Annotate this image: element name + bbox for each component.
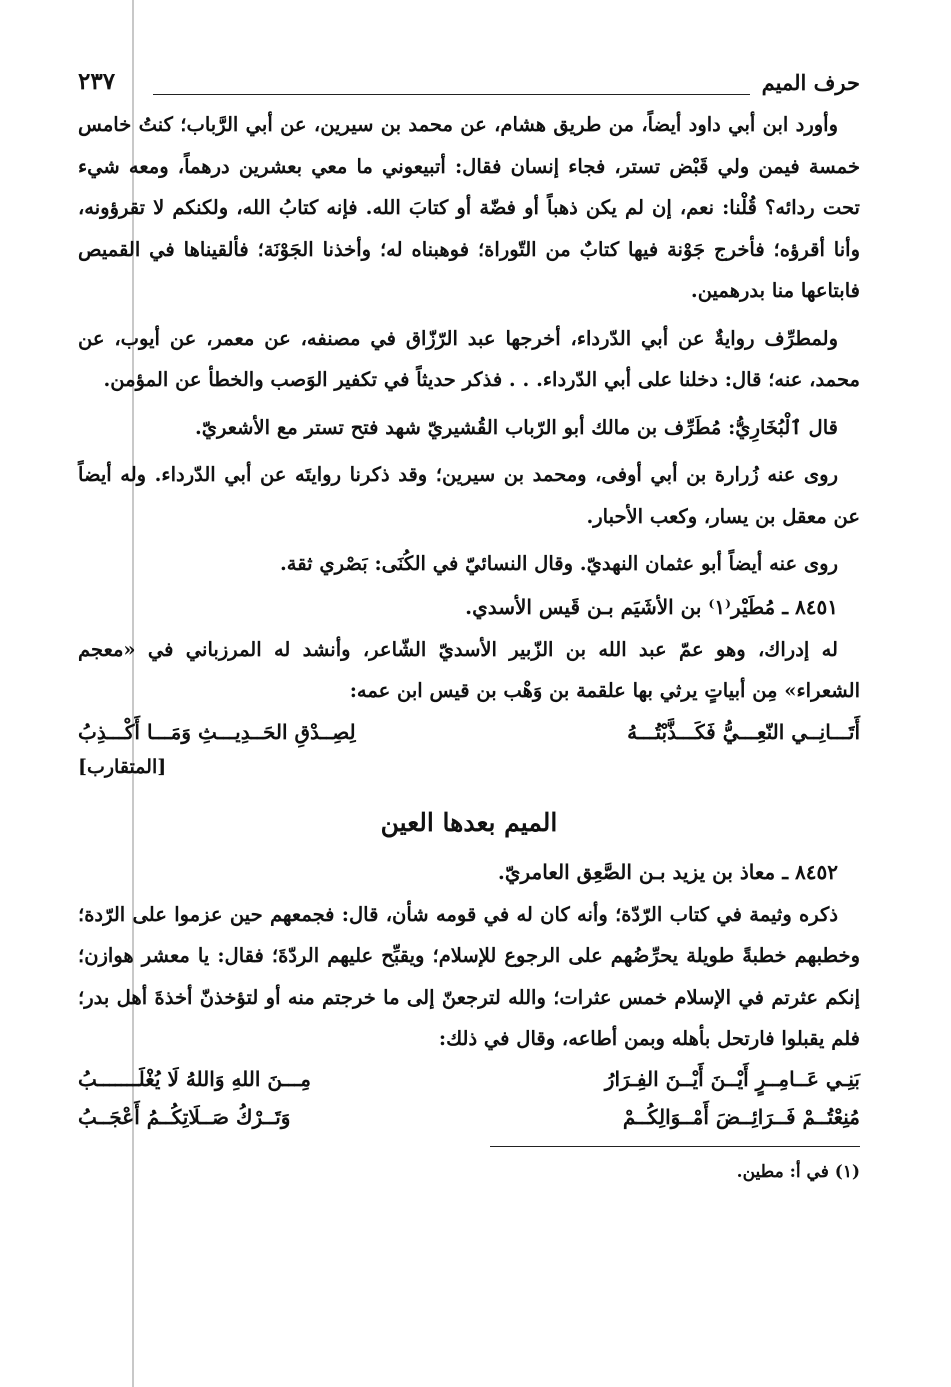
page-number: ٢٣٧ bbox=[78, 68, 116, 95]
paragraph-abu-dawud: وأورد ابن أبي داود أيضاً، من طريق هشام، عن محمد بن سيرين، عن أبي الرَّباب؛ كنتُ خامس خمسة فيمن ولي قَبْض تستر، فجاء إنسان فقال: أتبيعوني ما معي بعشرين درهماً، ومعه شيء تحت ردائه؟ قُلْنا: نعم، إن لم يكن ذهباً أو فضّة أو كتابَ الله. فإنه كتابُ الله، ولكنكم لا تقرؤونه، وأنا أقرؤه؛ فأخرج جَوْنة فيها كتابٌ من التّوراة؛ فوهبناه له؛ وأخذنا الجَوْنَة؛ فألقيناها في القميص فابتاعها منا بدرهمين. bbox=[78, 113, 860, 302]
footnote: (١) في أ: مطين. bbox=[736, 1161, 860, 1182]
entry-8452-heading: ٨٤٥٢ ـ معاذ بن يزيد بـن الصَّعِق العامريّ. bbox=[497, 859, 838, 884]
header-rule bbox=[153, 94, 750, 95]
couplet-1-first-hemistich: بَنِـي عَــامِــرٍ أَيْــنَ أَيْــنَ الفِـرَارُ bbox=[604, 1066, 860, 1091]
paragraph-wathima: ذكره وثيمة في كتاب الرّدّة؛ وأنه كان له في قومه شأن، قال: فجمعهم حين عزموا على الرّدة؛ وخطبهم خطبةً طويلة يحرِّضُهم على الرجوع للإسلام؛ ويقبِّح عليهم الردّةَ؛ فقال: يا معشر هوازن؛ إنكم عثرتم في الإسلام خمس عثرات؛ والله لترجعنّ إلى ما خرجتم منه أو لتؤخذنّ أخذةَ أهل بدر؛ فلم يقبلوا فارتحل بأهله وبمن أطاعه، وقال في ذلك: bbox=[78, 902, 860, 1050]
running-head: حرف الميم bbox=[761, 70, 860, 95]
paragraph-mutarrif-riwaya: ولمطرِّف روايةٌ عن أبي الدّرداء، أخرجها عبد الرّزّاق في مصنفه، عن معمر، عن أيوب، عن محمد، عنه؛ قال: دخلنا على أبي الدّرداء. . . فذكر حديثاً في تكفير الوَصب والخطأ عن المؤمن. bbox=[78, 326, 860, 391]
page-header bbox=[78, 60, 860, 104]
couplet-2-second-hemistich: وَتَــرْكُ صَــلَاتِكُــمُ أَعْجَــبُ bbox=[78, 1104, 291, 1129]
paragraph-bukhari: قال ٱلْبُخَارِيُّ: مُطَرِّف بن مالك أبو الرّباب القُشيريّ شهد فتح تستر مع الأشعريّ. bbox=[194, 415, 838, 439]
entry-8451-heading: ٨٤٥١ ـ مُطَيْر⁽١⁾ بن الأشَيَم بـن قَيس الأسدي. bbox=[465, 594, 838, 619]
paragraph-narrators: روى عنه زُرارة بن أبي أوفى، ومحمد بن سيرين؛ وقد ذكرنا روايتَه عن أبي الدّرداء. وله أيضاً عن معقل بن يسار، وكعب الأحبار. bbox=[78, 463, 860, 528]
verse-first-hemistich: أَتَـــانِــي النّعِـــيُّ فَكَـــذَّبْتُـــهُ bbox=[627, 719, 860, 744]
poem-meter: [المتقارب] bbox=[78, 755, 167, 778]
poem-verse-1 bbox=[78, 712, 860, 752]
paragraph-nasai: روى عنه أيضاً أبو عثمان النهديّ. وقال النسائيّ في الكُنَى: بَصْري ثقة. bbox=[280, 552, 838, 575]
book-page bbox=[78, 60, 860, 1191]
poem-couplet-line-1 bbox=[78, 1060, 860, 1098]
verse-second-hemistich: لِصِــدْقِ الحَــدِيـــثِ وَمَـــا أَكْـــذِبُ bbox=[78, 719, 356, 744]
footnote-rule bbox=[490, 1146, 860, 1147]
couplet-1-second-hemistich: مِـــنَ اللهِ وَاللهُ لَا يُغْلَـــــــبُ bbox=[78, 1066, 311, 1091]
paragraph-idrak: له إدراك، وهو عمّ عبد الله بن الزّبير الأسديّ الشّاعر، وأنشد له المرزباني في «معجم الشعراء» مِن أبياتٍ يرثي بها علقمة بن وَهْب بن قيس ابن عمه: bbox=[78, 637, 860, 702]
couplet-2-first-hemistich: مُنِعْتُــمْ فَــرَائِــضَ أَمْــوَالِكُــمْ bbox=[622, 1104, 860, 1129]
section-title: الميم بعدها العين bbox=[380, 807, 558, 837]
poem-couplet-line-2 bbox=[78, 1098, 860, 1136]
